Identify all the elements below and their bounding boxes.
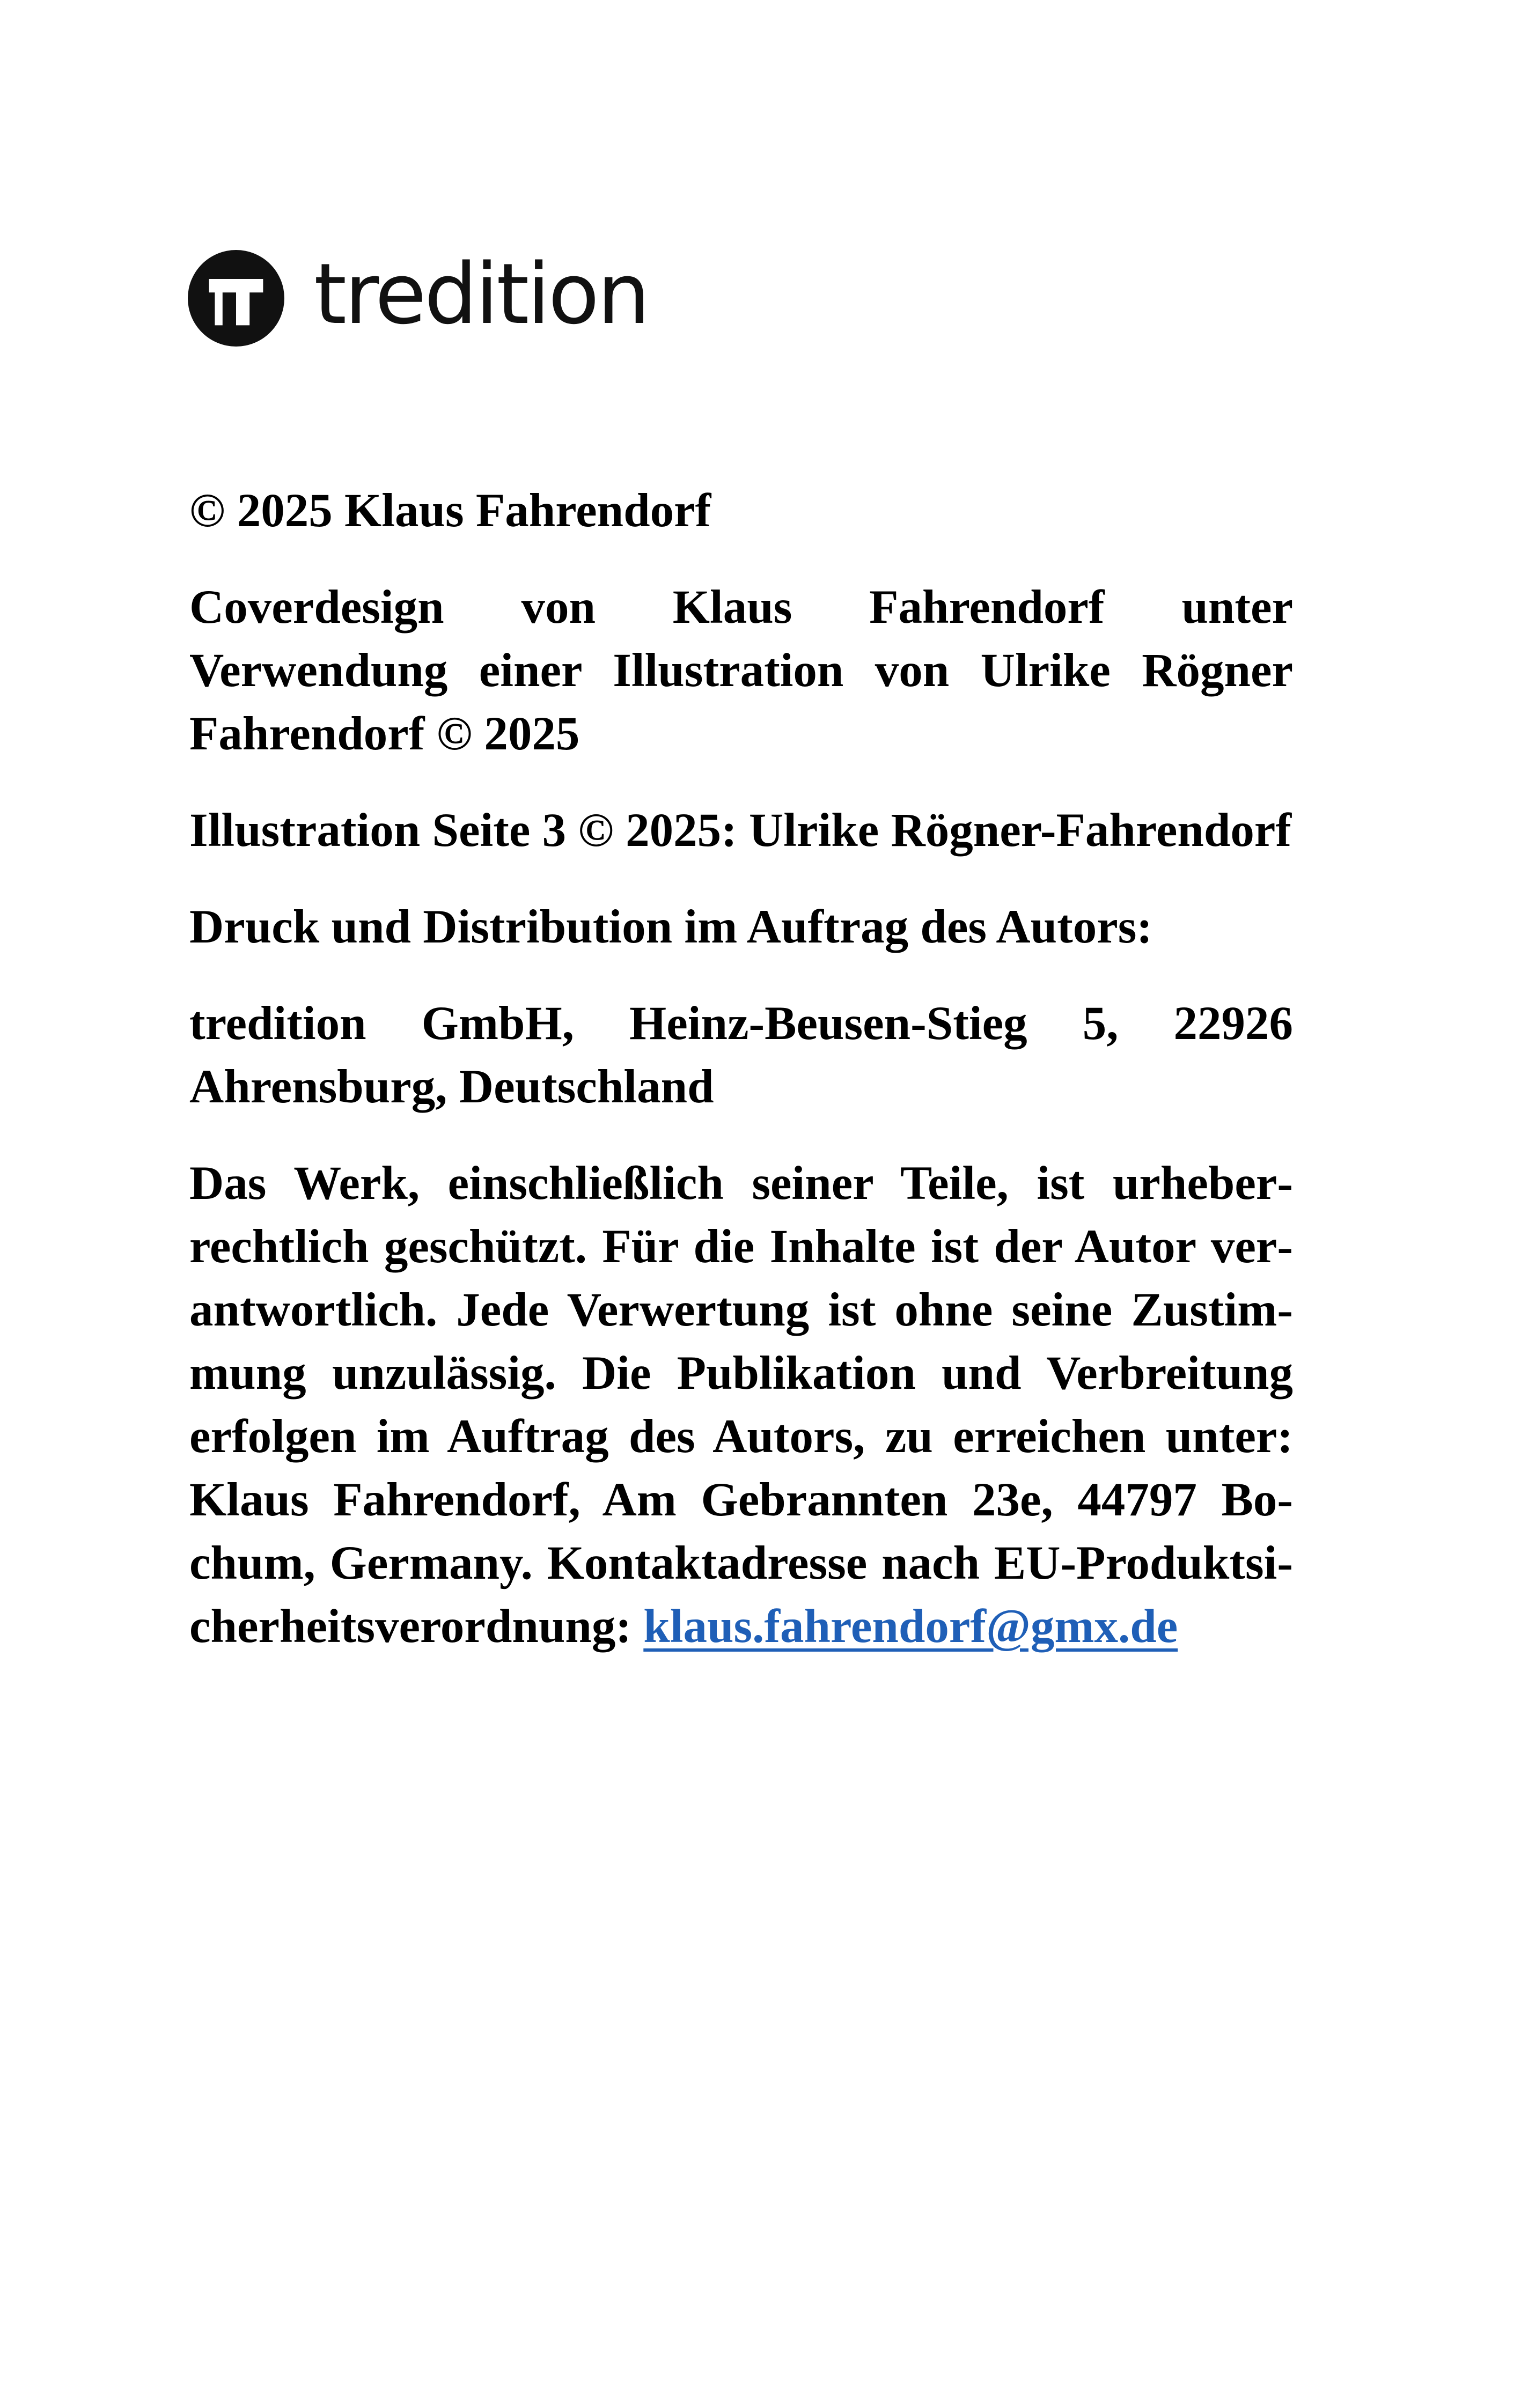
publisher-address: tredition GmbH, Heinz-Beusen-Stieg 5, 22926 Ahrensburg, Deutschland — [189, 997, 1293, 1113]
contact-email-link[interactable]: klaus.fahrendorf@gmx.de — [643, 1600, 1178, 1653]
legal-notice — [189, 1152, 1293, 1658]
cover-credit: Coverdesign von Klaus Fahrendorf unter Verwendung einer Illustration von Ulrike Rögner Fahrendorf © 2025 — [189, 581, 1293, 760]
print-heading: Druck und Distribution im Auftrag des Autors: — [189, 901, 1153, 953]
tredition-wordmark: tredition — [314, 245, 649, 343]
legal-text: Das Werk, einschließlich seiner Teile, ist urheberrechtlich geschützt. Für die Inhalte ist der Autor verantwortlich. Jede Verwertung ist ohne seine Zustimmung unzulässig. Die Publikation und Verbreitung erfolgen im Auftrag des Autors, zu erreichen unter: Klaus Fahrendorf, Am Gebrannten 23e, 44797 Bochum, Germany. Kontaktadresse nach EU-Produktsicherheitsverordnung: — [189, 1157, 1293, 1653]
imprint-block — [189, 479, 1293, 1691]
illustration-credit: Illustration Seite 3 © 2025: Ulrike Rögner-Fahrendorf — [189, 804, 1291, 857]
copyright-line: © 2025 Klaus Fahrendorf — [189, 484, 711, 537]
tredition-logo-icon — [188, 250, 284, 347]
tredition-logo — [188, 245, 649, 347]
